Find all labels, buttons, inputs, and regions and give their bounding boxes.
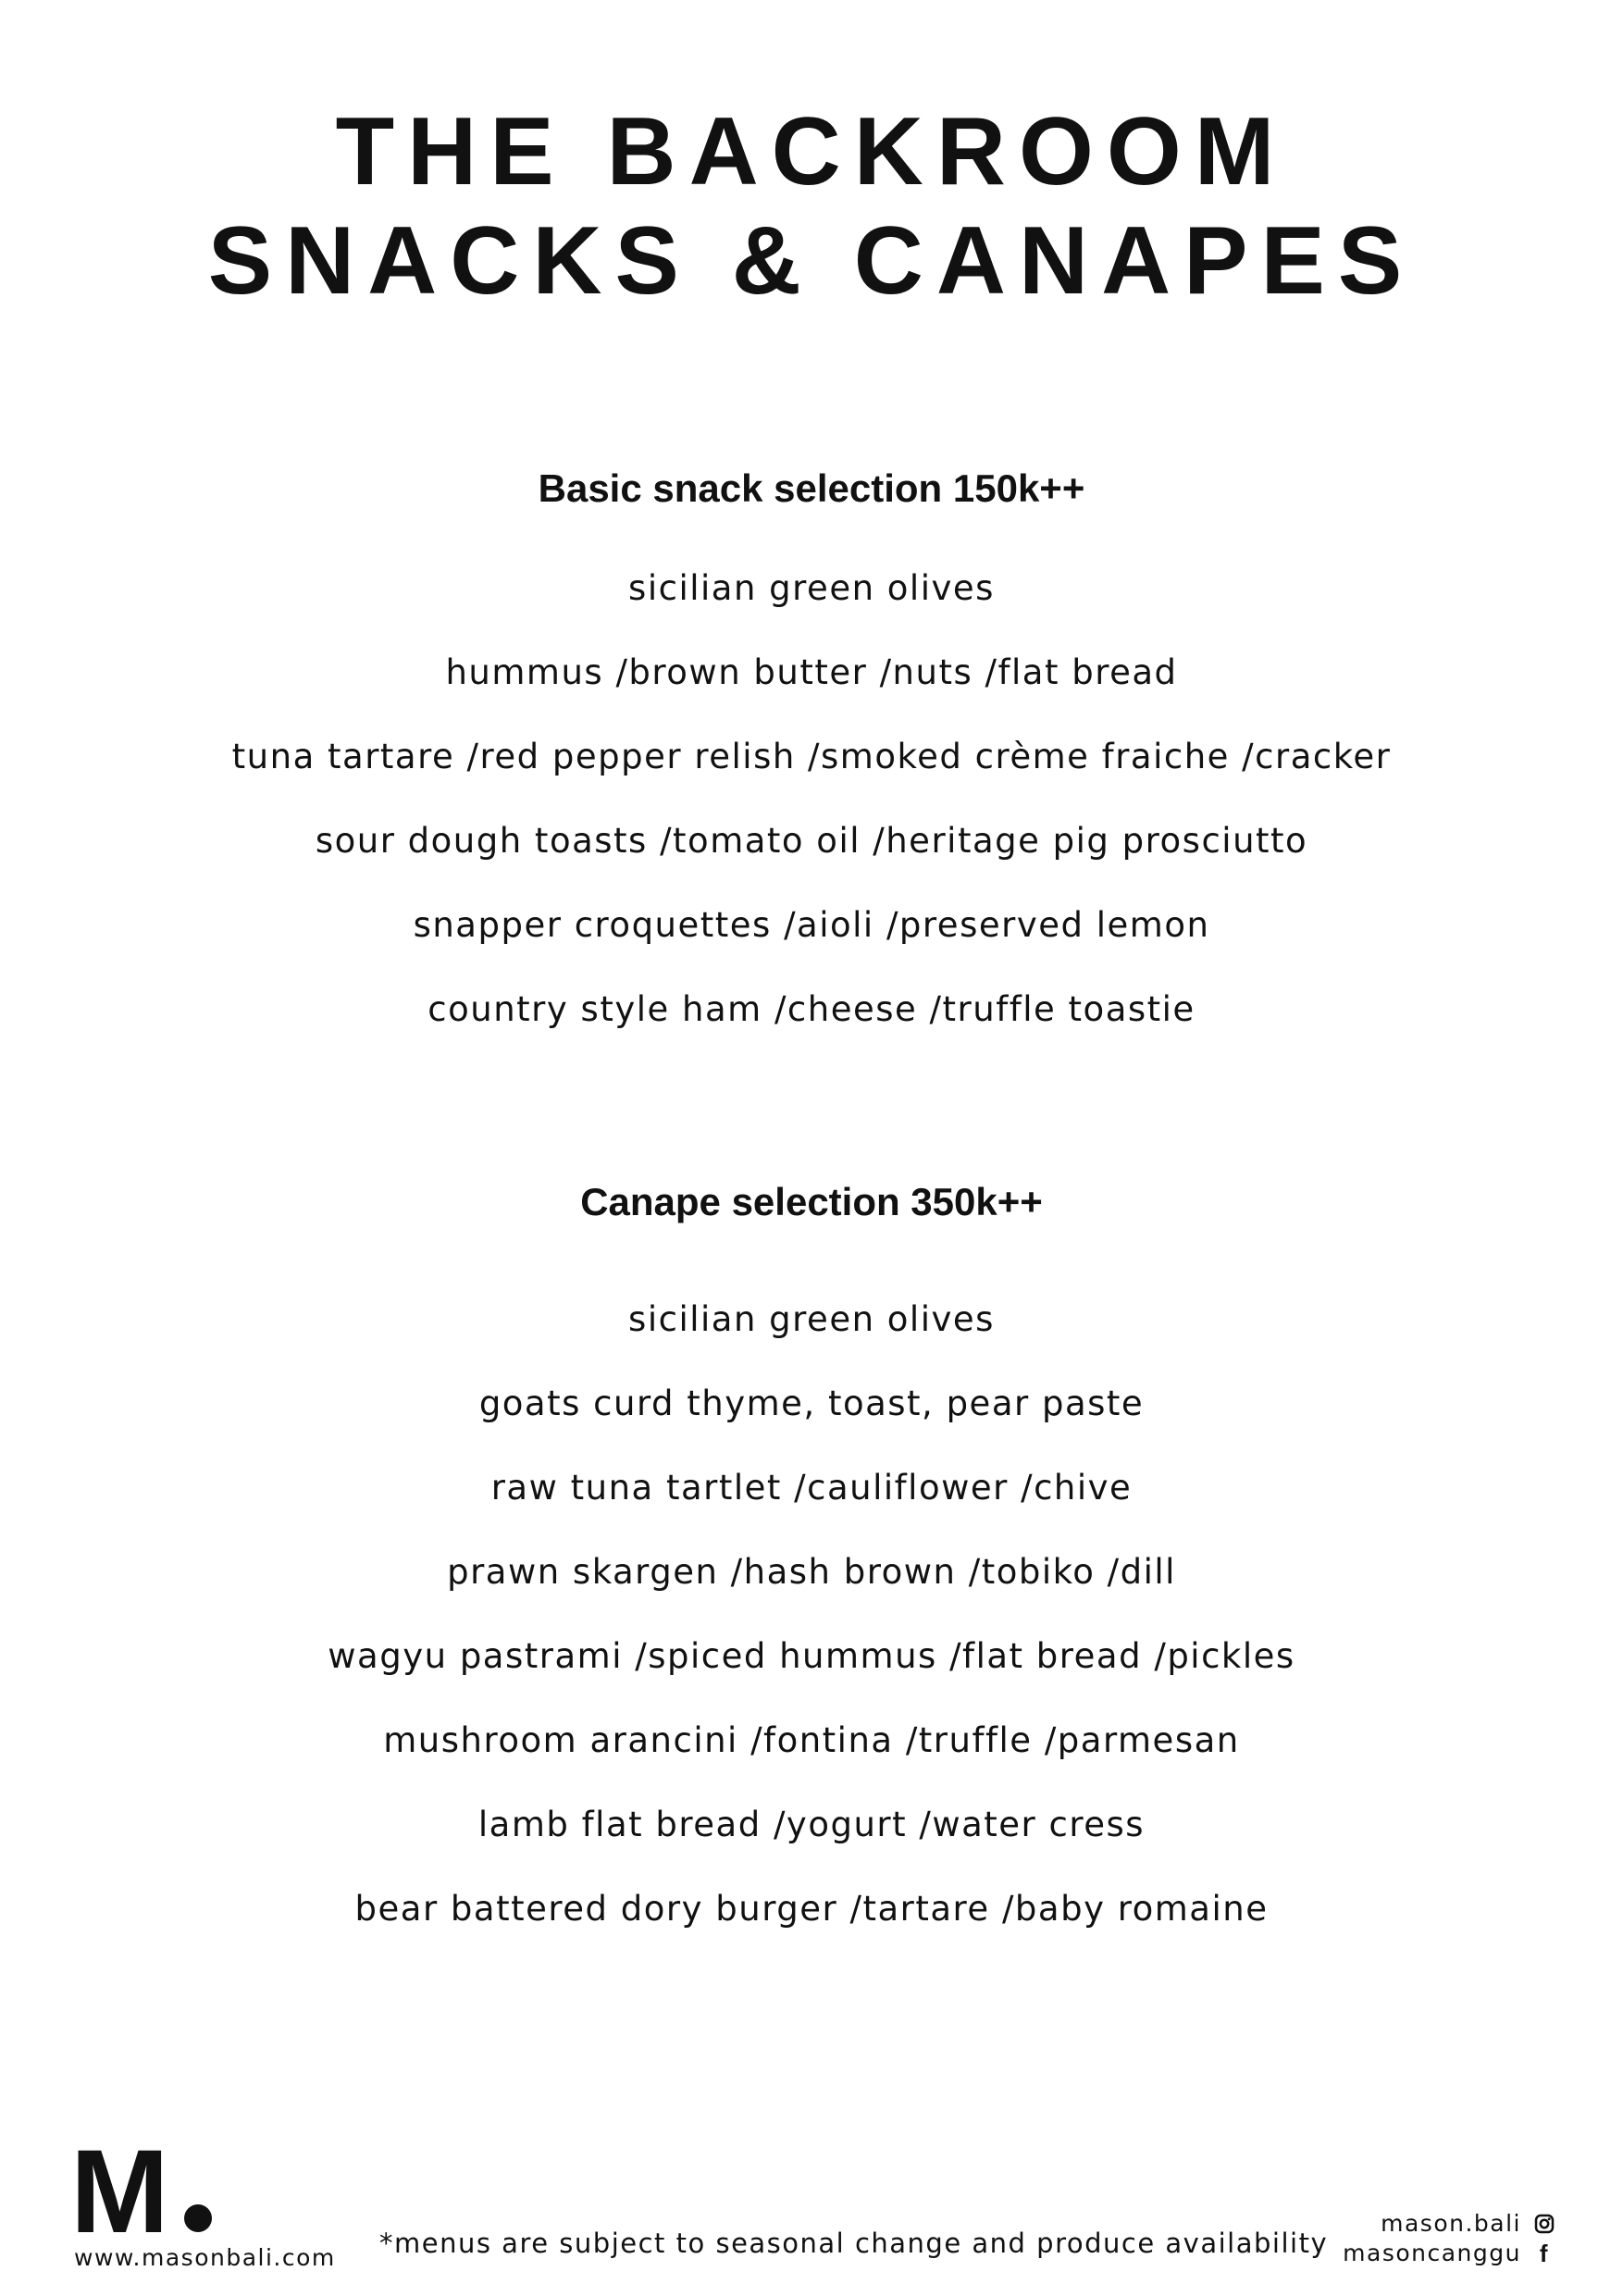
list-item: snapper croquettes /aioli /preserved lemon bbox=[413, 905, 1210, 945]
basic-snack-list bbox=[0, 568, 1623, 1076]
list-item: prawn skargen /hash brown /tobiko /dill bbox=[447, 1552, 1176, 1592]
section-heading-basic-snacks: Basic snack selection 150k++ bbox=[538, 466, 1085, 510]
list-item: raw tuna tartlet /cauliflower /chive bbox=[490, 1468, 1133, 1508]
instagram-icon[interactable] bbox=[1534, 2214, 1555, 2234]
section-heading-canapes: Canape selection 350k++ bbox=[580, 1180, 1043, 1223]
list-item: sicilian green olives bbox=[628, 1299, 995, 1339]
logo-letter: M bbox=[70, 2126, 169, 2258]
seasonal-note: *menus are subject to seasonal change and produce availability bbox=[379, 2228, 1329, 2259]
list-item: goats curd thyme, toast, pear paste bbox=[478, 1384, 1145, 1423]
list-item: lamb flat bread /yogurt /water cress bbox=[477, 1805, 1146, 1844]
instagram-handle[interactable]: mason.bali bbox=[1381, 2210, 1521, 2237]
website-link[interactable]: www.masonbali.com bbox=[74, 2244, 336, 2271]
list-item: hummus /brown butter /nuts /flat bread bbox=[445, 652, 1178, 692]
logo-dot bbox=[184, 2204, 212, 2232]
canape-list bbox=[0, 1299, 1623, 1976]
facebook-icon[interactable]: f bbox=[1539, 2239, 1550, 2267]
facebook-handle-row[interactable] bbox=[1277, 2241, 1555, 2265]
list-item: bear battered dory burger /tartare /baby romaine bbox=[354, 1889, 1269, 1929]
brand-logo bbox=[70, 2126, 212, 2258]
list-item: mushroom arancini /fontina /truffle /parmesan bbox=[383, 1720, 1240, 1760]
list-item: sour dough toasts /tomato oil /heritage pig prosciutto bbox=[315, 821, 1308, 861]
list-item: wagyu pastrami /spiced hummus /flat bread /pickles bbox=[328, 1636, 1295, 1676]
menu-title-line-2: SNACKS & CANAPES bbox=[207, 207, 1416, 315]
instagram-handle-row[interactable] bbox=[1277, 2212, 1555, 2235]
menu-title-line-1: THE BACKROOM bbox=[335, 98, 1288, 205]
list-item: country style ham /cheese /truffle toastie bbox=[427, 989, 1196, 1029]
facebook-handle[interactable]: masoncanggu bbox=[1343, 2240, 1521, 2266]
list-item: tuna tartare /red pepper relish /smoked crème fraiche /cracker bbox=[231, 737, 1392, 776]
list-item: sicilian green olives bbox=[628, 568, 995, 608]
